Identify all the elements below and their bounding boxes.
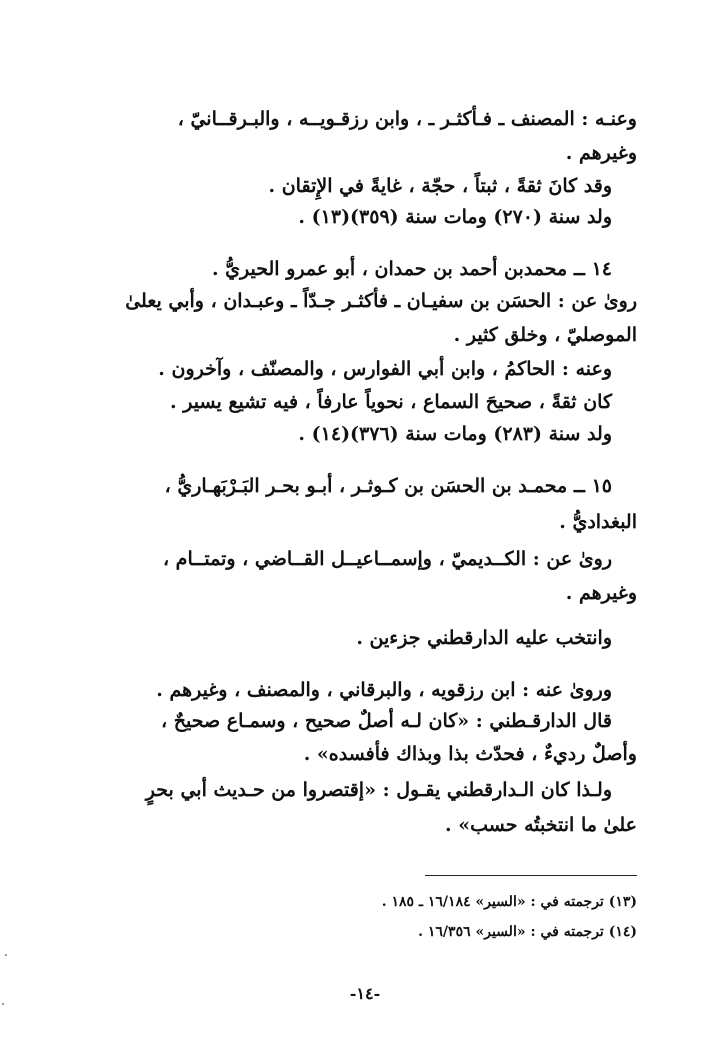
text-line: وغيرهم . (565, 142, 637, 164)
text-line: قال الدارقـطني : «كان لـه أصلٌ صحيح ، وسمـاع صحيحٌ ، (161, 710, 612, 732)
scan-speck (2, 1003, 4, 1005)
entry-heading: ١٥ ــ محمـد بن الحسَن بن كـوثـر ، أبـو بحـر البَـرْبَهـاريُّ ، (164, 475, 612, 497)
text-line: وروىٰ عنه : ابن رزقويه ، والبرقاني ، والمصنف ، وغيرهم . (156, 679, 612, 701)
text-line: وأصلٌ رديءٌ ، فحدّث بذا وبذاك فأفسده» . (303, 743, 637, 765)
page-number: -١٤- (349, 984, 381, 1003)
text-line: كان ثقةً ، صحيحَ السماع ، نحوياً عارفاً ، فيه تشيع يسير . (170, 391, 612, 413)
entry-heading: ١٤ ــ محمدبن أحمد بن حمدان ، أبو عمرو الحيريُّ . (211, 258, 612, 280)
text-line: وعنـه : المصنف ـ فـأكثـر ـ ، وابن رزقـويــه ، والبـرقــانيّ ، (177, 108, 637, 130)
text-line: وعنه : الحاكمُ ، وابن أبي الفوارس ، والمصنّف ، وآخرون . (158, 358, 612, 380)
text-line: ولد سنة (٢٧٠) ومات سنة (٣٥٩)(١٣) . (298, 206, 612, 228)
text-line: ولـذا كان الـدارقطني يقـول : «إقتصروا من حـديث أبي بحرٍ (145, 779, 612, 801)
text-line: روىٰ عن : الحسَن بن سفيـان ـ فأكثـر جـدّاً ـ وعبـدان ، وأبي يعلىٰ (125, 290, 637, 312)
footnote-separator (425, 875, 637, 876)
scan-speck (5, 954, 7, 956)
footnote: (١٤) ترجمته في : «السير» ١٦/٣٥٦ . (418, 924, 637, 940)
text-line: روىٰ عن : الكــديميّ ، وإسمــاعيــل القــاضي ، وتمتــام ، (162, 548, 612, 570)
text-line: وقد كانَ ثقةً ، ثبتاً ، حجّة ، غايةً في الإِتقان . (268, 175, 612, 197)
text-line: البغداديُّ . (559, 511, 637, 533)
text-line: وغيرهم . (565, 582, 637, 604)
text-line: الموصليّ ، وخلق كثير . (453, 324, 637, 346)
text-line: علىٰ ما انتخبتُه حسب» . (445, 814, 637, 836)
text-line: ولد سنة (٢٨٣) ومات سنة (٣٧٦)(١٤) . (298, 423, 612, 445)
footnote: (١٣) ترجمته في : «السير» ١٦/١٨٤ ـ ١٨٥ . (381, 894, 637, 910)
text-line: وانتخب عليه الدارقطني جزءين . (356, 627, 612, 649)
